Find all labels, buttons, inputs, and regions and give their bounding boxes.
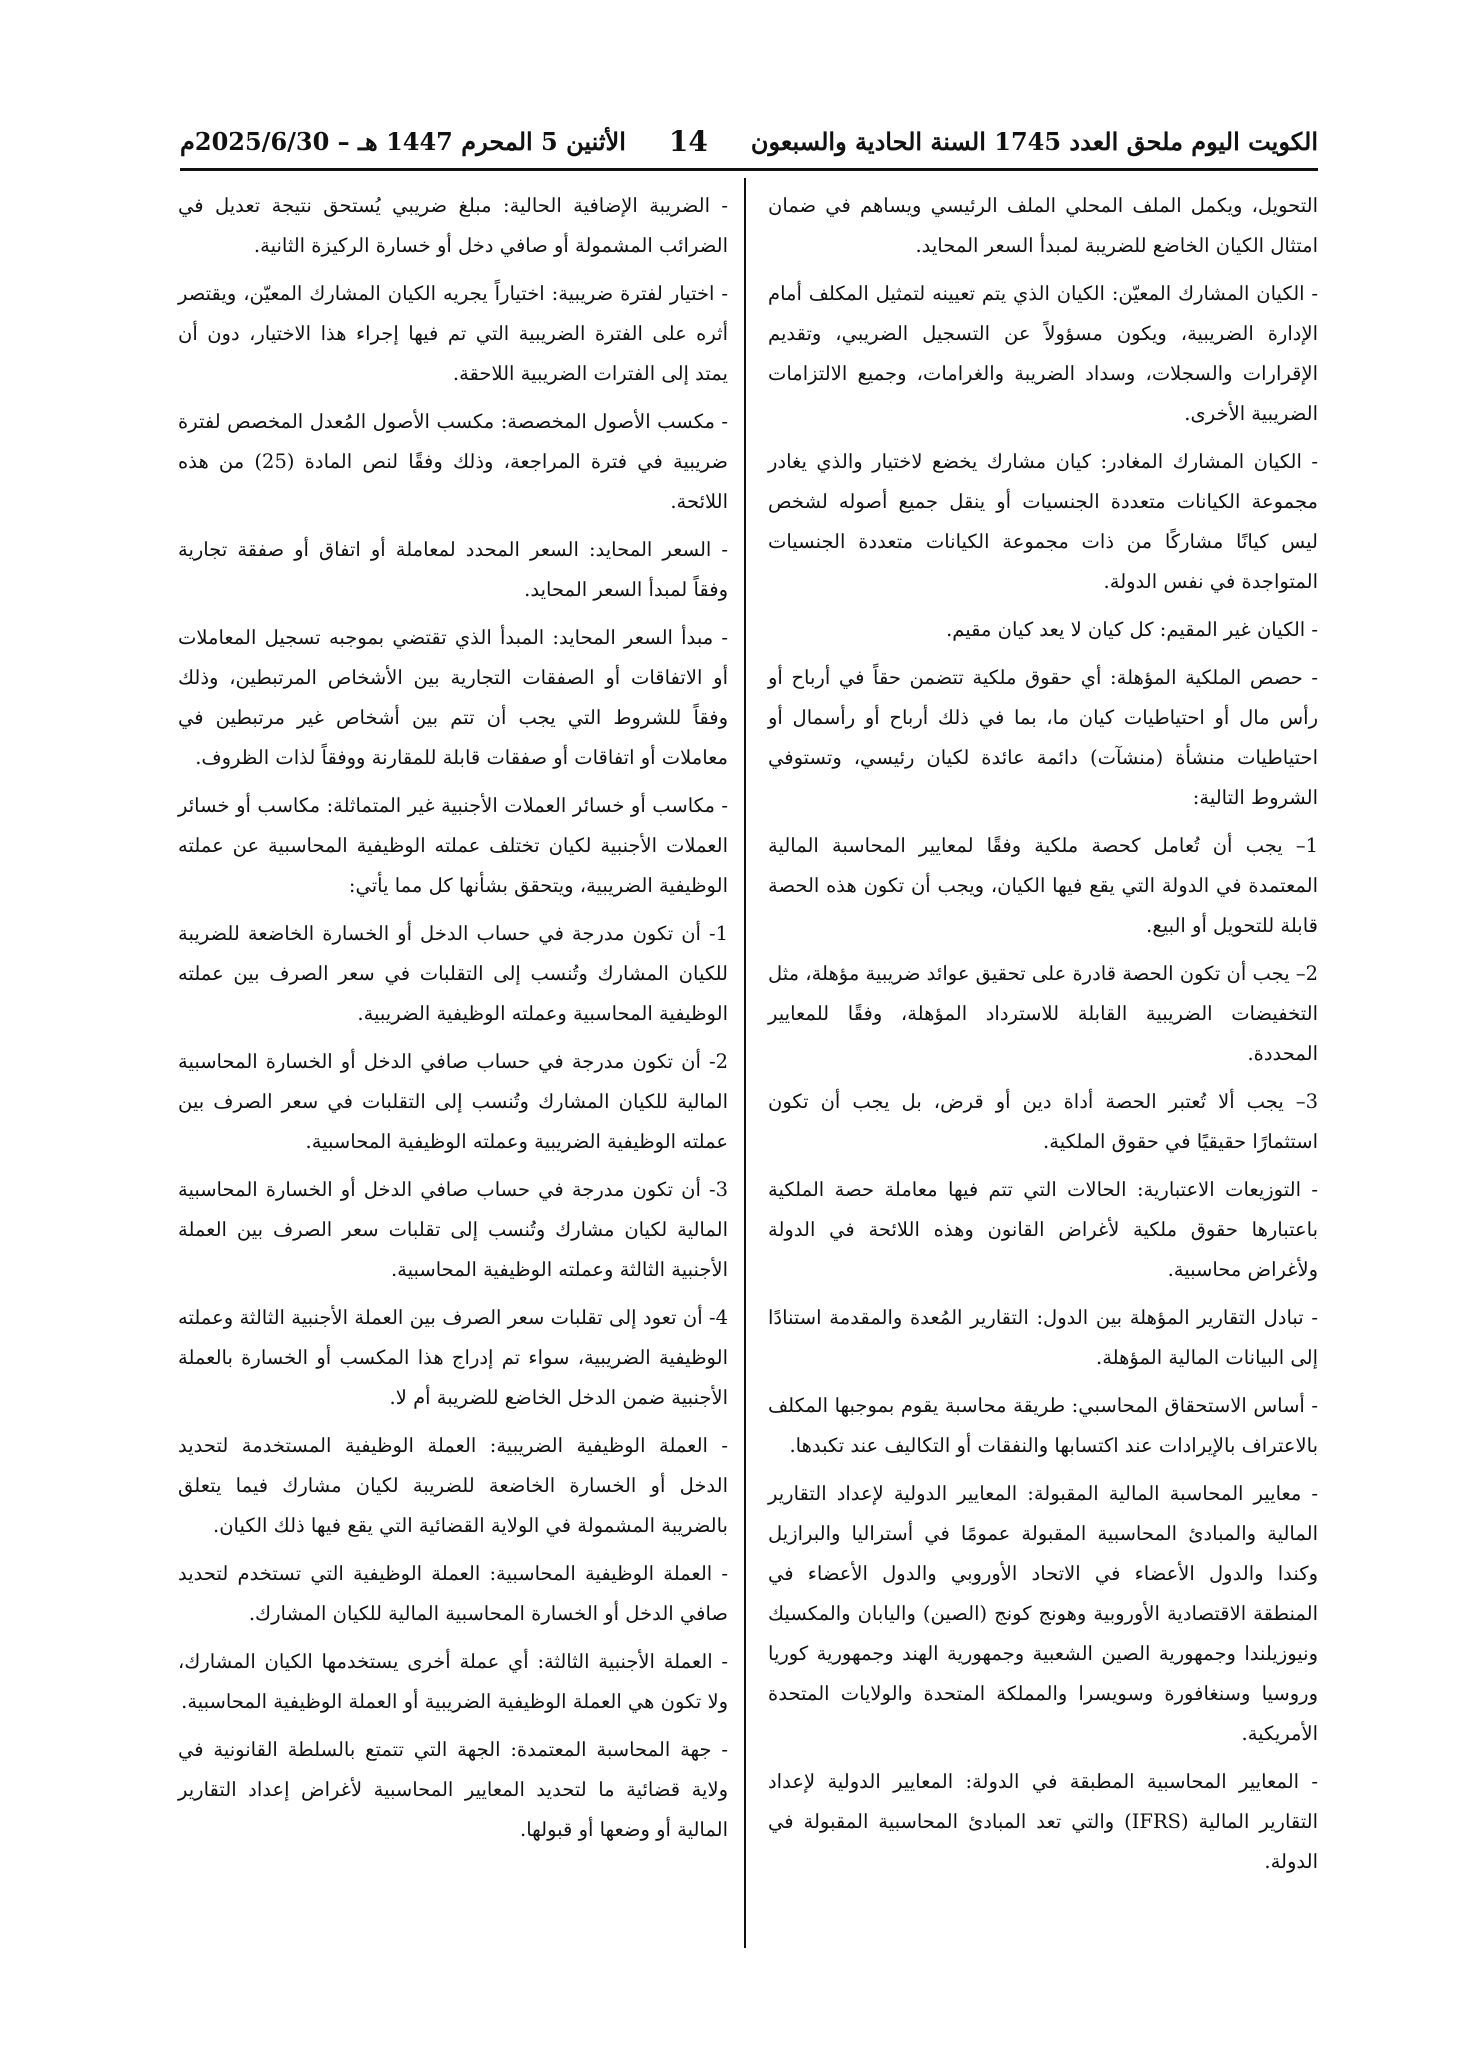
header-divider	[180, 168, 1318, 171]
paragraph: - اختيار لفترة ضريبية: اختياراً يجريه الكيان المشارك المعيّن، ويقتصر أثره على الفترة الضريبية التي تم فيها إجراء هذا الاختيار، دون أن يمتد إلى الفترات الضريبية اللاحقة.	[178, 282, 728, 385]
gazette-issue-info: الكويت اليوم ملحق العدد 1745 السنة الحادية والسبعون	[750, 126, 1318, 156]
paragraph: - حصص الملكية المؤهلة: أي حقوق ملكية تتضمن حقاً في أرباح أو رأس مال أو احتياطيات كيان ما، بما في ذلك أرباح أو رأسمال أو احتياطيات منشأة (منشآت) دائمة عائدة لكيان رئيسي، وتستوفي الشروط التالية:	[768, 666, 1318, 809]
page-number: 14	[668, 124, 708, 158]
paragraph: - المعايير المحاسبية المطبقة في الدولة: المعايير الدولية لإعداد التقارير المالية (IFRS) والتي تعد المبادئ المحاسبية المقبولة في الدولة.	[768, 1770, 1318, 1873]
paragraph: 3– يجب ألا تُعتبر الحصة أداة دين أو قرض، بل يجب أن تكون استثمارًا حقيقيًا في حقوق الملكية.	[768, 1090, 1318, 1153]
paragraph: 1– يجب أن تُعامل كحصة ملكية وفقًا لمعايير المحاسبة المالية المعتمدة في الدولة التي يقع فيها الكيان، ويجب أن تكون هذه الحصة قابلة للتحويل أو البيع.	[768, 834, 1318, 937]
paragraph: - مكسب الأصول المخصصة: مكسب الأصول المُعدل المخصص لفترة ضريبية في فترة المراجعة، وذلك وفقًا لنص المادة (25) من هذه اللائحة.	[178, 410, 728, 513]
paragraph: - مكاسب أو خسائر العملات الأجنبية غير المتماثلة: مكاسب أو خسائر العملات الأجنبية لكيان تختلف عملته الوظيفية المحاسبية عن عملته الوظيفية الضريبية، ويتحقق بشأنها كل مما يأتي:	[178, 794, 728, 897]
paragraph: - مبدأ السعر المحايد: المبدأ الذي تقتضي بموجبه تسجيل المعاملات أو الاتفاقات أو الصفقات التجارية بين الأشخاص المرتبطين، وذلك وفقاً للشروط التي يجب أن تتم بين أشخاص غير مرتبطين في معاملات أو اتفاقات أو صفقات قابلة للمقارنة ووفقاً لذات الظروف.	[178, 626, 728, 769]
paragraph: 3- أن تكون مدرجة في حساب صافي الدخل أو الخسارة المحاسبية المالية لكيان مشارك وتُنسب إلى تقلبات سعر الصرف بين العملة الأجنبية الثالثة وعملته الوظيفية المحاسبية.	[178, 1178, 728, 1281]
paragraph: - أساس الاستحقاق المحاسبي: طريقة محاسبة يقوم بموجبها المكلف بالاعتراف بالإيرادات عند اكتسابها والنفقات أو التكاليف عند تكبدها.	[768, 1394, 1318, 1457]
paragraph: - الضريبة الإضافية الحالية: مبلغ ضريبي يُستحق نتيجة تعديل في الضرائب المشمولة أو صافي دخل أو خسارة الركيزة الثانية.	[178, 194, 728, 257]
paragraph: التحويل، ويكمل الملف المحلي الملف الرئيسي ويساهم في ضمان امتثال الكيان الخاضع للضريبة لمبدأ السعر المحايد.	[768, 194, 1318, 257]
column-divider	[744, 178, 746, 1948]
paragraph: - العملة الوظيفية المحاسبية: العملة الوظيفية التي تستخدم لتحديد صافي الدخل أو الخسارة المحاسبية المالية للكيان المشارك.	[178, 1562, 728, 1625]
paragraph: 1- أن تكون مدرجة في حساب الدخل أو الخسارة الخاضعة للضريبة للكيان المشارك وتُنسب إلى التقلبات في سعر الصرف بين عملته الوظيفية المحاسبية وعملته الوظيفية الضريبية.	[178, 922, 728, 1025]
paragraph: - معايير المحاسبة المالية المقبولة: المعايير الدولية لإعداد التقارير المالية والمبادئ المحاسبية المقبولة عمومًا في أستراليا والبرازيل وكندا والدول الأعضاء في الاتحاد الأوروبي والدول الأعضاء في المنطقة الاقتصادية الأوروبية وهونج كونج (الصين) واليابان والمكسيك ونيوزيلندا وجمهورية الصين الشعبية وجمهورية الهند وجمهورية كوريا وروسيا وسنغافورة وسويسرا والمملكة المتحدة والولايات المتحدة الأمريكية.	[768, 1482, 1318, 1745]
paragraph: - السعر المحايد: السعر المحدد لمعاملة أو اتفاق أو صفقة تجارية وفقاً لمبدأ السعر المحايد.	[178, 538, 728, 601]
paragraph: - الكيان غير المقيم: كل كيان لا يعد كيان مقيم.	[946, 618, 1318, 641]
paragraph: 2- أن تكون مدرجة في حساب صافي الدخل أو الخسارة المحاسبية المالية للكيان المشارك وتُنسب إلى التقلبات في سعر الصرف بين عملته الوظيفية الضريبية وعملته الوظيفية المحاسبية.	[178, 1050, 728, 1153]
paragraph: 4- أن تعود إلى تقلبات سعر الصرف بين العملة الأجنبية الثالثة وعملته الوظيفية الضريبية، سواء تم إدراج هذا المكسب أو الخسارة بالعملة الأجنبية ضمن الدخل الخاضع للضريبة أم لا.	[178, 1306, 728, 1409]
paragraph: - العملة الأجنبية الثالثة: أي عملة أخرى يستخدمها الكيان المشارك، ولا تكون هي العملة الوظيفية الضريبية أو العملة الوظيفية المحاسبية.	[178, 1650, 728, 1713]
left-column	[178, 186, 728, 1858]
page-header	[180, 118, 1318, 164]
paragraph: - الكيان المشارك المغادر: كيان مشارك يخضع لاختيار والذي يغادر مجموعة الكيانات متعددة الجنسيات أو ينقل جميع أصوله لشخص ليس كيانًا مشاركًا من ذات مجموعة الكيانات متعددة الجنسيات المتواجدة في نفس الدولة.	[768, 450, 1318, 593]
issue-date: الأثنين 5 المحرم 1447 هـ – 2025/6/30م	[180, 126, 626, 156]
paragraph: - العملة الوظيفية الضريبية: العملة الوظيفية المستخدمة لتحديد الدخل أو الخسارة الخاضعة للضريبة لكيان مشارك فيما يتعلق بالضريبة المشمولة في الولاية القضائية التي يقع فيها ذلك الكيان.	[178, 1434, 728, 1537]
paragraph: - التوزيعات الاعتبارية: الحالات التي تتم فيها معاملة حصة الملكية باعتبارها حقوق ملكية لأغراض القانون وهذه اللائحة في الدولة ولأغراض محاسبية.	[768, 1178, 1318, 1281]
paragraph: - جهة المحاسبة المعتمدة: الجهة التي تتمتع بالسلطة القانونية في ولاية قضائية ما لتحديد المعايير المحاسبية لأغراض إعداد التقارير المالية أو وضعها أو قبولها.	[178, 1738, 728, 1841]
paragraph: 2– يجب أن تكون الحصة قادرة على تحقيق عوائد ضريبية مؤهلة، مثل التخفيضات الضريبية القابلة للاسترداد المؤهلة، وفقًا للمعايير المحددة.	[768, 962, 1318, 1065]
right-column	[768, 186, 1318, 1890]
paragraph: - الكيان المشارك المعيّن: الكيان الذي يتم تعيينه لتمثيل المكلف أمام الإدارة الضريبية، ويكون مسؤولاً عن التسجيل الضريبي، وتقديم الإقرارات والسجلات، وسداد الضريبة والغرامات، وجميع الالتزامات الضريبية الأخرى.	[768, 282, 1318, 425]
paragraph: - تبادل التقارير المؤهلة بين الدول: التقارير المُعدة والمقدمة استنادًا إلى البيانات المالية المؤهلة.	[768, 1306, 1318, 1369]
